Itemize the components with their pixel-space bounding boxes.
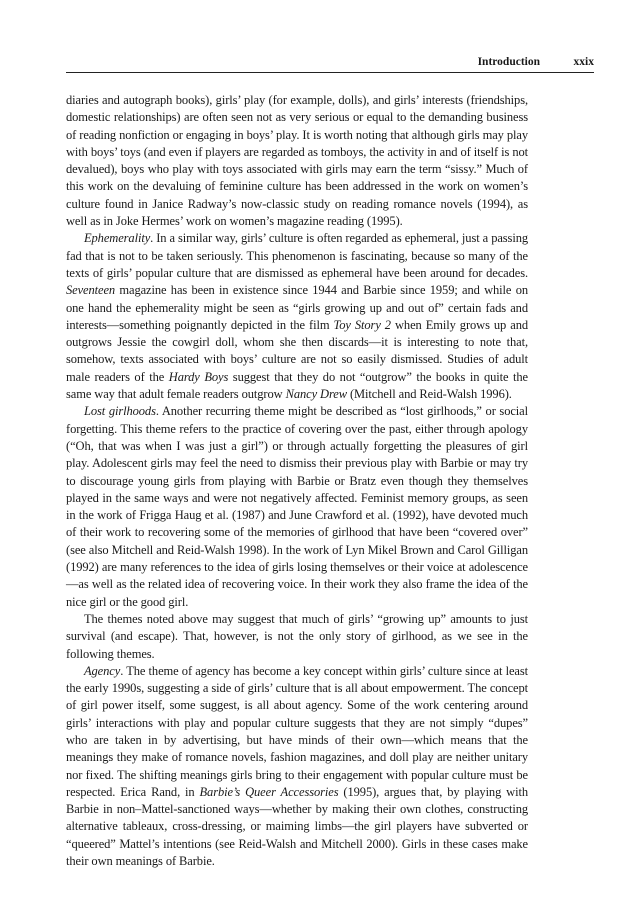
segment: . In a similar way, girls’ culture is often regarded as ephemeral, just a passing fad that is not to be taken seriously. This phenomenon is fascinating, because so many of the texts of girls’ popular culture that are dismissed as ephemeral have been around for decades. bbox=[66, 231, 528, 280]
paragraph-ephemerality bbox=[66, 230, 528, 403]
theme-heading-agency: Agency bbox=[84, 663, 121, 678]
segment: suggest that they do not “outgrow” the books in quite the same way that adult female readers outgrow bbox=[66, 369, 528, 402]
paragraph-1 bbox=[66, 92, 528, 230]
header-rule bbox=[66, 72, 594, 73]
theme-heading-lost-girlhoods: Lost girlhoods bbox=[84, 404, 156, 419]
segment: . The theme of agency has become a key concept within girls’ culture since at least the early 1990s, suggesting a side of girls’ culture that is all about empowerment. The concept of girl power itself, some suggest, is all about agency. Some of the work centering around girls’ interactions with play and popular culture suggests that they are not simply “dupes” who are taken in by advertising, but have minds of their own—which means that the meanings they make of romance novels, fashion magazines, and doll play are neither unitary nor fixed. The shifting meanings girls bring to their engagement with popular culture must be respected. Erica Rand, in bbox=[66, 663, 528, 799]
title-seventeen: Seventeen bbox=[66, 283, 116, 298]
title-barbies-queer-accessories: Barbie’s Queer Accessories bbox=[199, 784, 339, 799]
segment: when Emily grows up and outgrows Jessie the cowgirl doll, whom she then discards—it is interesting to note that, somehow, texts associated with boys’ culture are not so easily dismissed. Studies of adult male readers of the bbox=[66, 317, 528, 384]
running-header-title: Introduction bbox=[477, 56, 540, 68]
body-text bbox=[66, 92, 528, 870]
segment: (Mitchell and Reid-Walsh 1996). bbox=[346, 387, 512, 402]
running-header bbox=[66, 56, 594, 72]
title-hardy-boys: Hardy Boys bbox=[168, 369, 229, 384]
segment: (1995), argues that, by playing with Barbie in non–Mattel-sanctioned ways—whether by making their own clothes, constructing alternative tableaux, cross-dressing, or maiming limbs—the girl players have subverted or “queered” Mattel’s intentions (see Reid-Walsh and Mitchell 2000). Girls in these cases make their own meanings of Barbie. bbox=[66, 784, 529, 869]
segment: diaries and autograph books), girls’ play (for example, dolls), and girls’ interests (friendships, domestic relationships) are often seen not as very serious or equal to the demanding business of reading nonfiction or engaging in boys’ play. It is worth noting that although girls may play with boys’ toys (and even if players are regarded as tomboys, the activity in and of itself is not devalued), boys who play with toys associated with girls may earn the term “sissy.” Much of this work on the devaluing of feminine culture has been addressed in the work on women’s culture found in Janice Radway’s now-classic study on reading romance novels (1994), as well as in Joke Hermes’ work on women’s magazine reading (1995). bbox=[66, 93, 528, 229]
page-number: xxix bbox=[573, 56, 594, 68]
segment: The themes noted above may suggest that much of girls’ “growing up” amounts to just survival (and escape). That, however, is not the only story of girlhood, as we see in the following themes. bbox=[66, 611, 528, 661]
segment: magazine has been in existence since 1944 and Barbie since 1959; and while on one hand the ephemerality might be seen as “girls growing up and out of” certain fads and interests—something poignantly depicted in the film bbox=[66, 283, 528, 332]
theme-heading-ephemerality: Ephemerality bbox=[84, 231, 151, 246]
segment: . Another recurring theme might be described as “lost girlhoods,” or social forgetting. This theme refers to the practice of covering over the past, either through apology (“Oh, that was when I was just a girl”) or through actually forgetting the pleasures of girl play. Adolescent girls may feel the need to dismiss their previous play with Barbie or may try to discourage young girls from playing with Barbie or Bratz even though they themselves played in the same ways and were not negatively affected. Feminist memory groups, as seen in the work of Frigga Haug et al. (1987) and June Crawford et al. (1992), have devoted much of their work to recovering some of the memories of girlhood that have been “covered over” (see also Mitchell and Reid-Walsh 1998). In the work of Lyn Mikel Brown and Carol Gilligan (1992) are many references to the idea of girls losing themselves or their voice at adolescence—as well as the related idea of recovering voice. In their work they also frame the idea of the nice girl or the good girl. bbox=[66, 404, 528, 609]
paragraph-lost-girlhoods bbox=[66, 403, 528, 611]
paragraph-transition bbox=[66, 611, 528, 663]
paragraph-agency bbox=[66, 663, 528, 871]
title-nancy-drew: Nancy Drew bbox=[285, 387, 347, 402]
title-toy-story-2: Toy Story 2 bbox=[333, 317, 391, 332]
